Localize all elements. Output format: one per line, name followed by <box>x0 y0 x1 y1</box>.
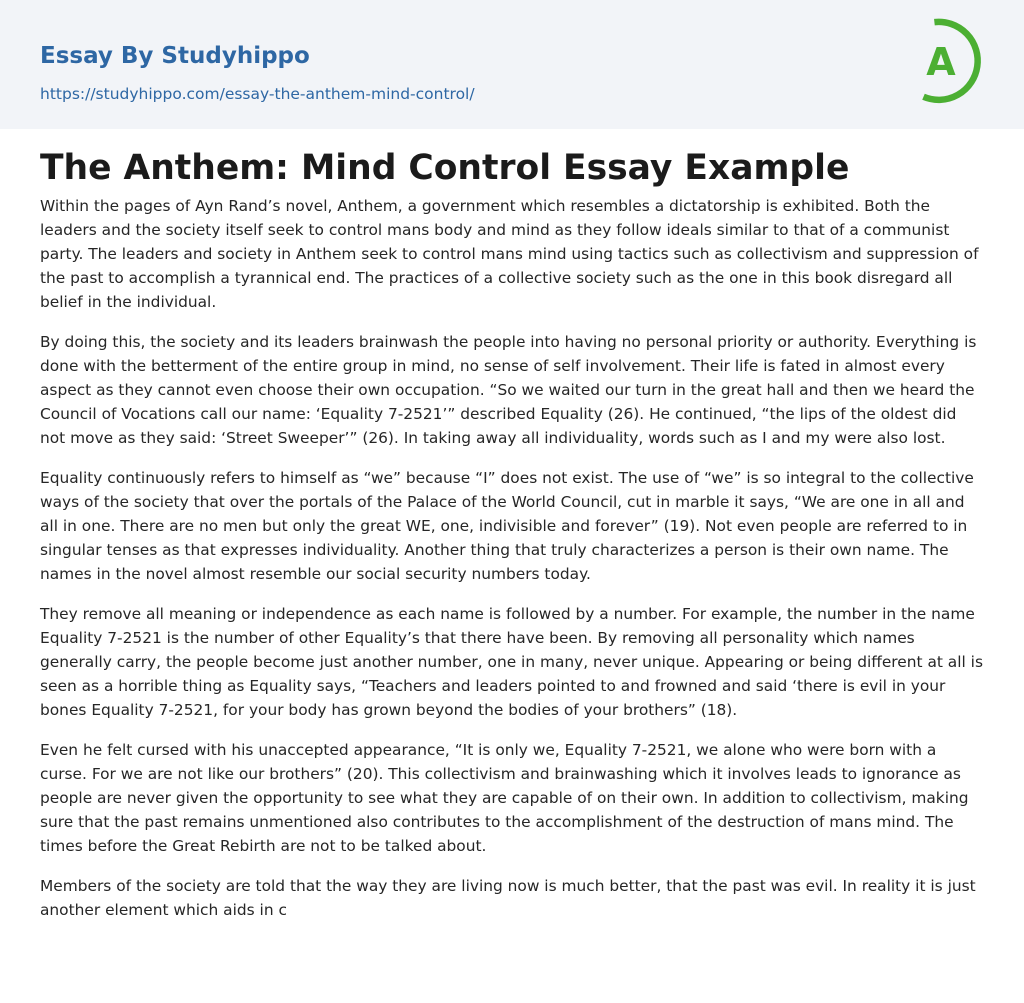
essay-content <box>40 146 984 938</box>
logo-letter: A <box>926 40 956 84</box>
essay-paragraph: By doing this, the society and its leaders brainwash the people into having no personal priority or authority. Everything is done with the betterment of the entire group in mind, no sense of self involvement. Their life is fated in almost every aspect as they cannot even choose their own occupation. “So we waited our turn in the great hall and then we heard the Council of Vocations call our name: ‘Equality 7-2521’” described Equality (26). He continued, “the lips of the oldest did not move as they said: ‘Street Sweeper’” (26). In taking away all individuality, words such as I and my were also lost. <box>40 333 977 447</box>
site-header <box>0 0 1024 129</box>
site-title[interactable]: Essay By Studyhippo <box>40 43 310 69</box>
essay-paragraph-truncated: Members of the society are told that the way they are living now is much better, that the past was evil. In reality it is just another element which aids in c <box>40 877 976 919</box>
essay-url-link[interactable]: https://studyhippo.com/essay-the-anthem-mind-control/ <box>40 85 475 103</box>
essay-paragraph: Within the pages of Ayn Rand’s novel, Anthem, a government which resembles a dictatorship is exhibited. Both the leaders and the society itself seek to control mans body and mind as they follow ideals similar to that of a communist party. The leaders and society in Anthem seek to control mans mind using tactics such as collectivism and suppression of the past to accomplish a tyrannical end. The practices of a collective society such as the one in this book disregard all belief in the individual. <box>40 197 979 311</box>
essay-paragraph: They remove all meaning or independence as each name is followed by a number. For example, the number in the name Equality 7-2521 is the number of other Equality’s that there have been. By removing all personality which names generally carry, the people become just another number, one in many, never unique. Appearing or being different at all is seen as a horrible thing as Equality says, “Teachers and leaders pointed to and frowned and said ‘there is evil in your bones Equality 7-2521, for your body has grown beyond the bodies of your brothers” (18). <box>40 605 983 719</box>
studyhippo-logo[interactable] <box>903 16 989 108</box>
essay-paragraph: Equality continuously refers to himself as “we” because “I” does not exist. The use of “we” is so integral to the collective ways of the society that over the portals of the Palace of the World Council, cut in marble it says, “We are one in all and all in one. There are no men but only the great WE, one, indivisible and forever” (19). Not even people are referred to in singular tenses as that expresses individuality. Another thing that truly characterizes a person is their own name. The names in the novel almost resemble our social security numbers today. <box>40 469 974 583</box>
essay-title: The Anthem: Mind Control Essay Example <box>40 148 850 188</box>
essay-paragraph: Even he felt cursed with his unaccepted appearance, “It is only we, Equality 7-2521, we alone who were born with a curse. For we are not like our brothers” (20). This collectivism and brainwashing which it involves leads to ignorance as people are never given the opportunity to see what they are capable of on their own. In addition to collectivism, making sure that the past remains unmentioned also contributes to the accomplishment of the destruction of mans mind. The times before the Great Rebirth are not to be talked about. <box>40 741 969 855</box>
